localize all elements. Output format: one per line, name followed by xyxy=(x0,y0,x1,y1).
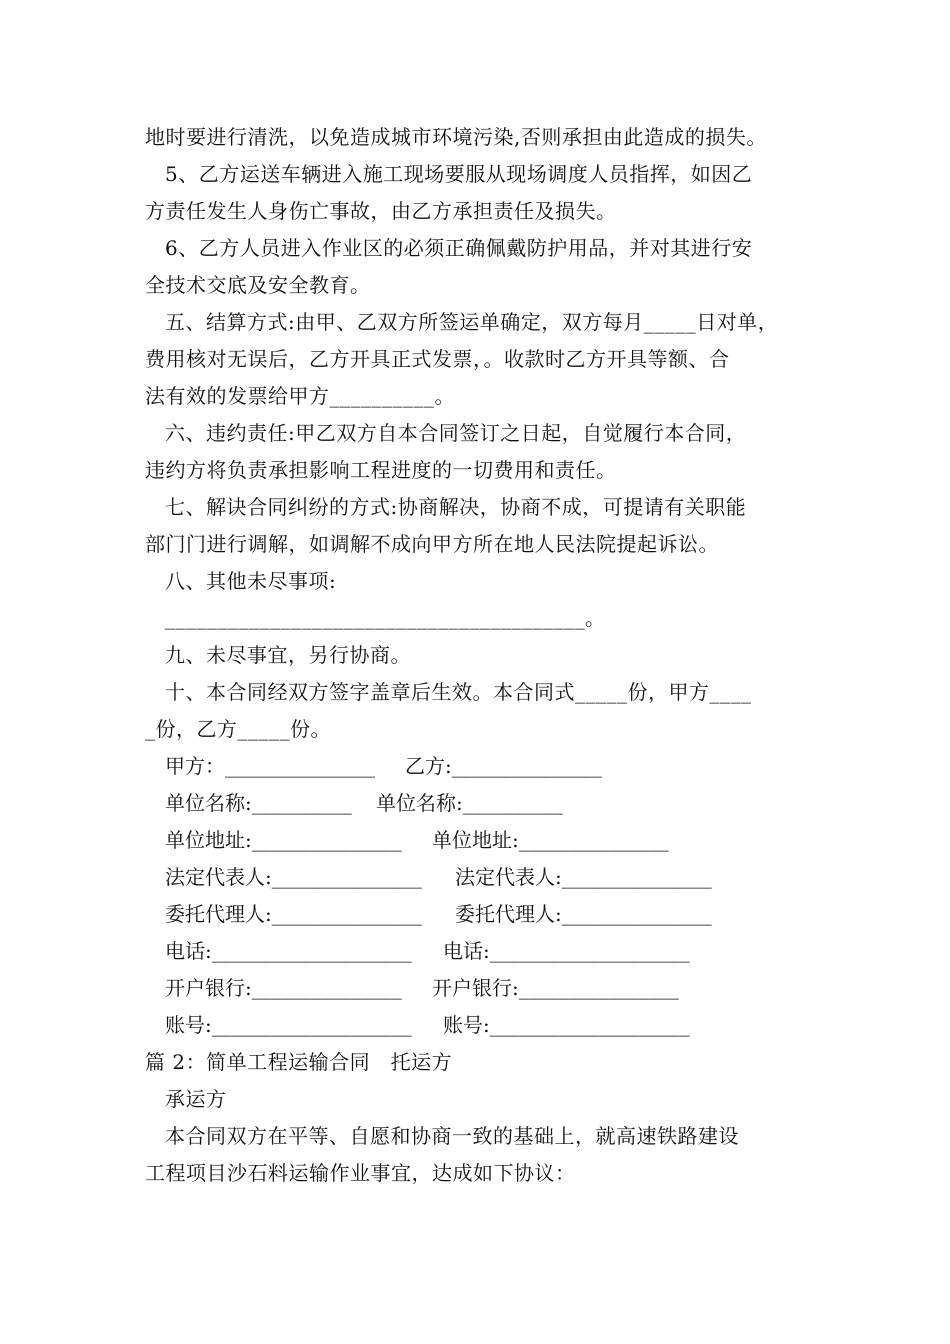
phone-b: 电话:____________________ xyxy=(443,939,690,963)
paragraph-line: 违约方将负责承担影响工程进度的一切费用和责任。 xyxy=(145,458,617,482)
company-name-a: 单位名称:__________ xyxy=(165,791,352,815)
company-address-a: 单位地址:_______________ xyxy=(165,828,402,852)
bank-a: 开户银行:_______________ xyxy=(165,976,402,1000)
account-a: 账号:____________________ xyxy=(165,1013,412,1037)
clause-5-line: 5、乙方运送车辆进入施工现场要服从现场调度人员指挥，如因乙 xyxy=(165,162,753,186)
company-address-b: 单位地址:_______________ xyxy=(432,828,669,852)
intro-line: 本合同双方在平等、自愿和协商一致的基础上，就高速铁路建设 xyxy=(165,1124,739,1148)
party-a-label: 甲方：_______________ xyxy=(165,754,375,778)
paragraph-line: 部门门进行调解，如调解不成向甲方所在地人民法院提起诉讼。 xyxy=(145,532,719,556)
paragraph-line: 全技术交底及安全教育。 xyxy=(145,273,371,297)
party-b-label: 乙方:_______________ xyxy=(405,754,602,778)
company-name-b: 单位名称:__________ xyxy=(376,791,563,815)
clause-dispute-line: 七、解诀合同纠纷的方式:协商解决，协商不成，可提请有关职能 xyxy=(165,495,747,519)
bank-b: 开户银行:________________ xyxy=(432,976,679,1000)
agent-a: 委托代理人:_______________ xyxy=(165,902,422,926)
paragraph-line: 方责任发生人身伤亡事故，由乙方承担责任及损失。 xyxy=(145,199,617,223)
account-b: 账号:____________________ xyxy=(443,1013,690,1037)
phone-a: 电话:____________________ xyxy=(165,939,412,963)
paragraph-line: _份，乙方_____份。 xyxy=(145,717,331,741)
clause-ten-line: 十、本合同经双方签字盖章后生效。本合同式_____份，甲方____ xyxy=(165,680,752,704)
legal-rep-a: 法定代表人:_______________ xyxy=(165,865,422,889)
clause-breach-line: 六、违约责任:甲乙双方自本合同签订之日起，自觉履行本合同， xyxy=(165,421,747,445)
blank-fill-line: ________________________________________。 xyxy=(165,606,606,630)
section-2-heading: 篇 2：简单工程运输合同 托运方 xyxy=(145,1050,453,1074)
legal-rep-b: 法定代表人:_______________ xyxy=(455,865,712,889)
carrier-label: 承运方 xyxy=(165,1087,227,1111)
agent-b: 委托代理人:_______________ xyxy=(455,902,712,926)
clause-6-line: 6、乙方人员进入作业区的必须正确佩戴防护用品，并对其进行安 xyxy=(165,236,753,260)
clause-nine-line: 九、未尽事宜，另行协商。 xyxy=(165,643,411,667)
paragraph-line: 费用核对无误后，乙方开具正式发票，。收款时乙方开具等额、合 xyxy=(145,347,730,371)
clause-other-line: 八、其他未尽事项: xyxy=(165,569,337,593)
clause-settlement-line: 五、结算方式:由甲、乙双方所签运单确定，双方每月_____日对单， xyxy=(165,310,779,334)
paragraph-line: 地时要进行清洗，以免造成城市环境污染,否则承担由此造成的损失。 xyxy=(145,125,767,149)
intro-line: 工程项目沙石料运输作业事宜，达成如下协议： xyxy=(145,1161,576,1185)
paragraph-line: 法有效的发票给甲方__________。 xyxy=(145,384,455,408)
